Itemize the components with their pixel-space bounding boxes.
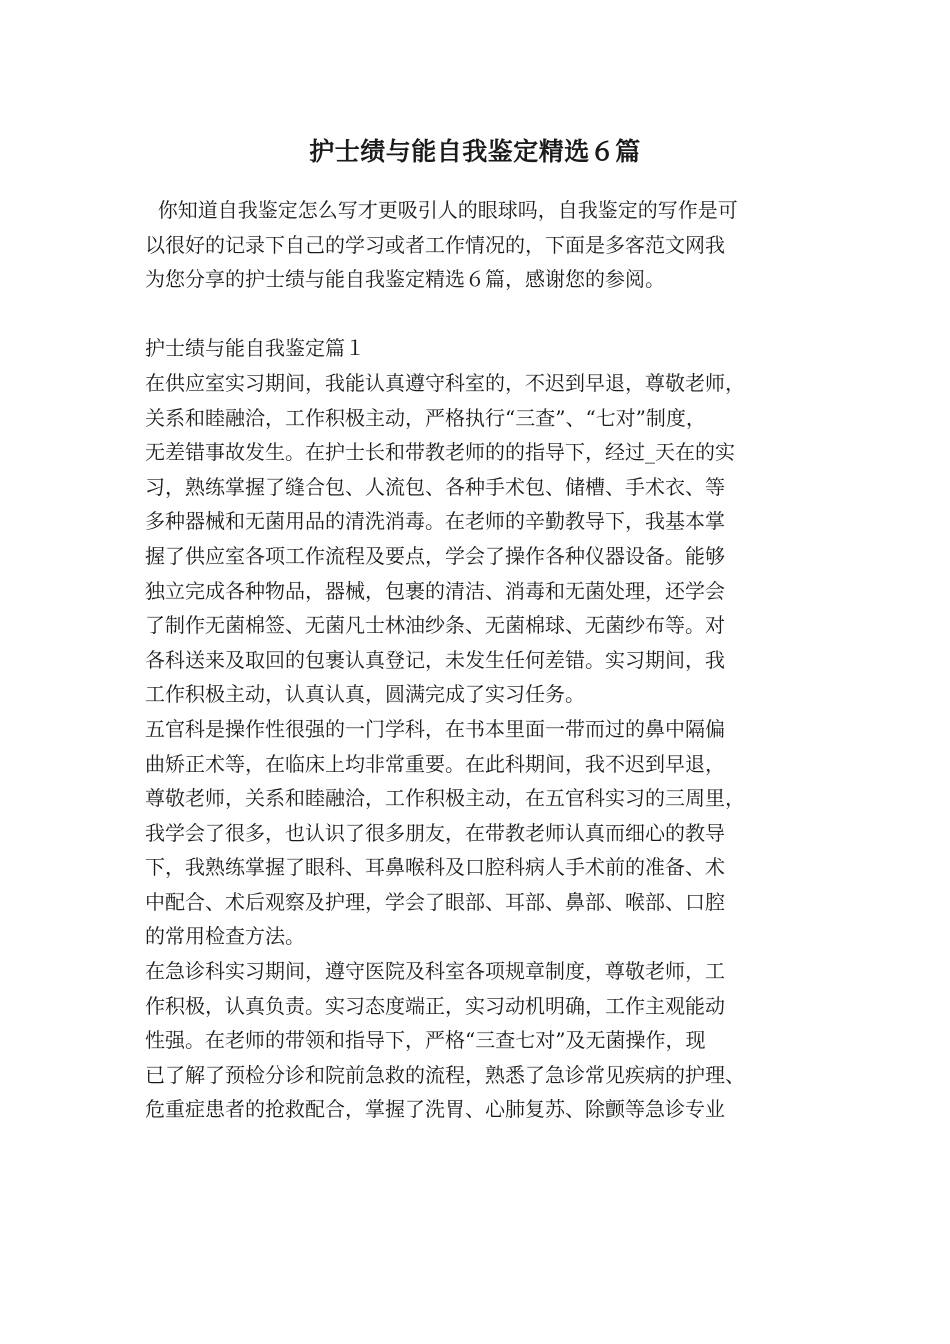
paragraph-ent <box>145 712 817 954</box>
document-title: 护士绩与能自我鉴定精选６篇 <box>309 137 641 166</box>
paragraph-supply-room <box>145 366 817 712</box>
intro-paragraph <box>145 193 817 297</box>
body-line: 中配合、术后观察及护理，学会了眼部、耳部、鼻部、喉部、口腔 <box>145 889 725 914</box>
body-line: 多种器械和无菌用品的清洗消毒。在老师的辛勤教导下，我基本掌 <box>145 509 725 534</box>
body-line: 无差错事故发生。在护士长和带教老师的的指导下，经过_天在的实 <box>145 440 735 465</box>
body-line: 危重症患者的抢救配合，掌握了洗胃、心肺复苏、除颤等急诊专业 <box>145 1097 725 1122</box>
body-line: 握了供应室各项工作流程及要点，学会了操作各种仪器设备。能够 <box>145 543 725 568</box>
body-line: 在供应室实习期间，我能认真遵守科室的，不迟到早退，尊敬老师， <box>145 370 745 395</box>
body-line: 作积极，认真负责。实习态度端正，实习动机明确，工作主观能动 <box>145 993 725 1018</box>
body-line: 了制作无菌棉签、无菌凡士林油纱条、无菌棉球、无菌纱布等。对 <box>145 613 725 638</box>
body-line: 工作积极主动，认真认真，圆满完成了实习任务。 <box>145 682 585 707</box>
intro-line: 你知道自我鉴定怎么写才更吸引人的眼球吗，自我鉴定的写作是可 <box>145 198 738 222</box>
body-line: 习，熟练掌握了缝合包、人流包、各种手术包、储槽、手术衣、等 <box>145 474 725 499</box>
body-line: 的常用检查方法。 <box>145 924 305 949</box>
body-line: 在急诊科实习期间，遵守医院及科室各项规章制度，尊敬老师，工 <box>145 959 725 984</box>
body-line: 关系和睦融洽，工作积极主动，严格执行“三查”、“七对”制度， <box>145 405 706 430</box>
body-line: 独立完成各种物品，器械，包裹的清洁、消毒和无菌处理，还学会 <box>145 578 725 603</box>
body-line: 尊敬老师，关系和睦融洽，工作积极主动，在五官科实习的三周里， <box>145 786 745 811</box>
intro-line: 为您分享的护士绩与能自我鉴定精选６篇，感谢您的参阅。 <box>145 267 665 292</box>
body-line: 五官科是操作性很强的一门学科，在书本里面一带而过的鼻中隔偏 <box>145 716 725 741</box>
paragraph-emergency <box>145 954 817 1127</box>
body-line: 性强。在老师的带领和指导下，严格“三查七对”及无菌操作，现 <box>145 1028 706 1053</box>
body-line: 我学会了很多，也认识了很多朋友，在带教老师认真而细心的教导 <box>145 820 725 845</box>
intro-line: 以很好的记录下自己的学习或者工作情况的，下面是多客范文网我 <box>145 232 725 257</box>
body-line: 曲矫正术等，在临床上均非常重要。在此科期间，我不迟到早退， <box>145 751 725 776</box>
paragraph-spacer <box>145 297 817 332</box>
section-heading: 护士绩与能自我鉴定篇１ <box>145 336 365 361</box>
document-body <box>145 193 817 1127</box>
body-line: 各科送来及取回的包裹认真登记，未发生任何差错。实习期间，我 <box>145 647 725 672</box>
body-line: 已了解了预检分诊和院前急救的流程，熟悉了急诊常见疾病的护理、 <box>145 1062 745 1087</box>
body-line: 下，我熟练掌握了眼科、耳鼻喉科及口腔科病人手术前的准备、术 <box>145 855 725 880</box>
